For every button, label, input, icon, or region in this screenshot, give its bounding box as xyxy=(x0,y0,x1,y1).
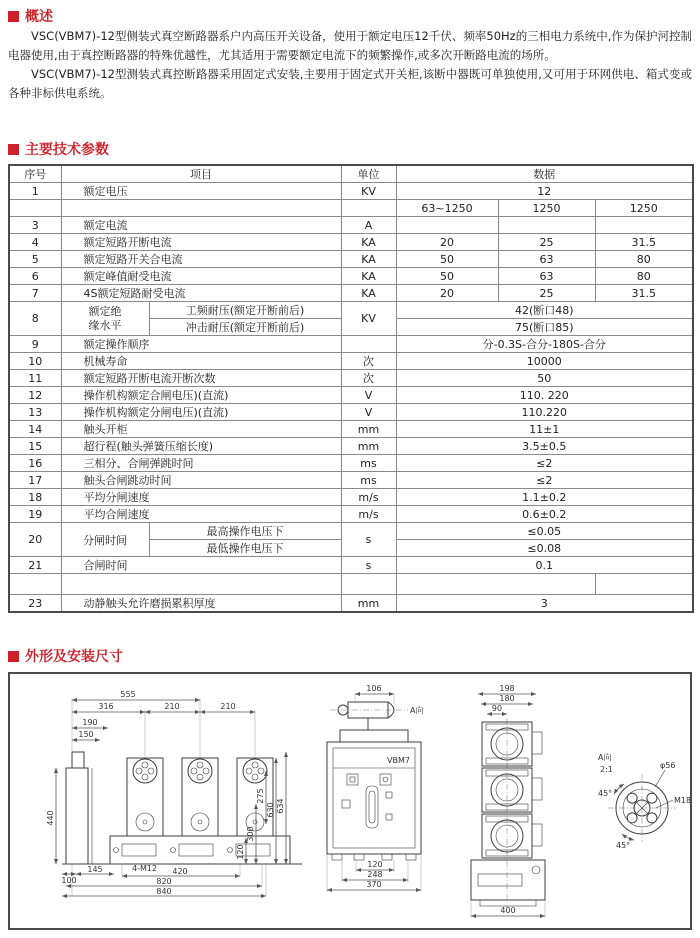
cell-item: 三相分、合闸弹跳时间 xyxy=(61,455,341,472)
table-row xyxy=(9,387,693,404)
cell-unit: V xyxy=(341,404,396,421)
cell-unit xyxy=(341,336,396,353)
cell-item: 触头合闸跳动时间 xyxy=(61,472,341,489)
angle-label: 45° xyxy=(616,841,631,850)
cell-data: 80 xyxy=(595,251,693,268)
dim-label: 210 xyxy=(220,702,236,711)
cell-data: 分-0.3S-合分-180S-合分 xyxy=(396,336,693,353)
table-row xyxy=(9,595,693,613)
col-header-no: 序号 xyxy=(9,165,61,183)
side-view-drawing xyxy=(327,684,423,892)
table-row xyxy=(9,472,693,489)
cell-data: 31.5 xyxy=(595,285,693,302)
model-label: VBM7 xyxy=(387,756,410,765)
cell-unit: KV xyxy=(341,183,396,200)
cell-data: ≤2 xyxy=(396,472,693,489)
dim-label: 316 xyxy=(98,702,114,711)
col-header-item: 项目 xyxy=(61,165,341,183)
cell-item: 触头开柜 xyxy=(61,421,341,438)
table-row xyxy=(9,404,693,421)
cell-data xyxy=(595,574,693,595)
dim-label: 180 xyxy=(499,694,515,703)
rear-view-drawing xyxy=(471,684,545,918)
cell-data: 1.1±0.2 xyxy=(396,489,693,506)
cell-item: 4S额定短路耐受电流 xyxy=(61,285,341,302)
dim-label: 630 xyxy=(266,802,275,818)
table-row xyxy=(9,557,693,574)
section-bullet-icon xyxy=(8,144,19,155)
cell-data: 50 xyxy=(396,251,498,268)
table-row xyxy=(9,353,693,370)
dim-label: 420 xyxy=(172,867,188,876)
overview-paragraph-2: VSC(VBM7)-12型测装式真控断路器采用固定式安装,主要用于固定式开关柜,该断中器既可单独使用,又可用于环网供电、箱式变或各种非标供电系统。 xyxy=(8,67,692,100)
cell-no: 17 xyxy=(9,472,61,489)
dim-label: 370 xyxy=(366,880,382,889)
cell-no: 16 xyxy=(9,455,61,472)
cell-no xyxy=(9,200,61,217)
cell-no: 6 xyxy=(9,268,61,285)
detail-view-drawing xyxy=(598,752,690,850)
cell-data: 50 xyxy=(396,370,693,387)
cell-data: 110.220 xyxy=(396,404,693,421)
cell-data: 10000 xyxy=(396,353,693,370)
section-bullet-icon xyxy=(8,651,19,662)
cell-data: 50 xyxy=(396,268,498,285)
cell-unit: ms xyxy=(341,455,396,472)
outline-title: 外形及安装尺寸 xyxy=(25,649,123,665)
cell-item: 合闸时间 xyxy=(61,557,341,574)
cell-unit: m/s xyxy=(341,506,396,523)
angle-label: 45° xyxy=(598,789,613,798)
cell-item xyxy=(61,302,149,336)
table-row xyxy=(9,438,693,455)
front-view-drawing xyxy=(46,690,302,896)
dim-label: 440 xyxy=(46,810,55,826)
cell-subitem: 最低操作电压下 xyxy=(149,540,341,557)
cell-unit: s xyxy=(341,557,396,574)
dim-label: 820 xyxy=(156,877,172,886)
cell-no: 13 xyxy=(9,404,61,421)
cell-data: 12 xyxy=(396,183,693,200)
cell-no: 18 xyxy=(9,489,61,506)
cell-no: 15 xyxy=(9,438,61,455)
cell-item: 机械寿命 xyxy=(61,353,341,370)
cell-unit: mm xyxy=(341,595,396,613)
table-row xyxy=(9,285,693,302)
cell-unit: m/s xyxy=(341,489,396,506)
cell-unit: 次 xyxy=(341,370,396,387)
overview-title: 概述 xyxy=(25,9,53,25)
cell-item: 额定峰值耐受电流 xyxy=(61,268,341,285)
cell-data: ≤2 xyxy=(396,455,693,472)
cell-unit: V xyxy=(341,387,396,404)
table-row xyxy=(9,183,693,200)
table-row xyxy=(9,251,693,268)
cell-item: 超行程(触头弹簧压缩长度) xyxy=(61,438,341,455)
hole-dia-label: φ56 xyxy=(660,761,676,770)
cell-unit: A xyxy=(341,217,396,234)
cell-item: 额定操作顺序 xyxy=(61,336,341,353)
cell-subitem: 冲击耐压(额定开断前后) xyxy=(149,319,341,336)
overview-paragraph-1: VSC(VBM7)-12型侧装式真空断路器系户内高压开关设备，使用于额定电压12千伏、频率50Hz的三相电力系统中,作为保护河控制电器使用,由于真控断路器的特殊优越性，尤其适用于需要额定电流下的频繁操作,或多次开断路电流的场所。 xyxy=(8,29,692,62)
table-row xyxy=(9,523,693,540)
table-row xyxy=(9,455,693,472)
overview-text xyxy=(8,27,692,103)
dimension-drawing-panel xyxy=(8,672,692,930)
thread-label: M18 xyxy=(674,796,690,805)
cell-data: 63~1250 xyxy=(396,200,498,217)
cell-unit: s xyxy=(341,523,396,557)
cell-no: 11 xyxy=(9,370,61,387)
table-row-blank xyxy=(9,574,693,595)
cell-item: 动静触头允许磨损累积厚度 xyxy=(61,595,341,613)
cell-data: 1250 xyxy=(595,200,693,217)
cell-item: 额定短路开断电流开断次数 xyxy=(61,370,341,387)
cell-data xyxy=(396,217,498,234)
cell-no: 21 xyxy=(9,557,61,574)
cell-no: 8 xyxy=(9,302,61,336)
table-row xyxy=(9,489,693,506)
cell-data: 20 xyxy=(396,234,498,251)
table-row xyxy=(9,302,693,319)
dim-label: 248 xyxy=(367,870,383,879)
cell-no: 23 xyxy=(9,595,61,613)
params-heading xyxy=(8,139,109,159)
cell-data: 63 xyxy=(498,268,595,285)
dim-label: 634 xyxy=(276,798,285,814)
cell-data: 3.5±0.5 xyxy=(396,438,693,455)
cell-data: 20 xyxy=(396,285,498,302)
dim-label: 840 xyxy=(156,887,172,896)
cell-no: 12 xyxy=(9,387,61,404)
cell-item: 额定电流 xyxy=(61,217,341,234)
cell-unit: KV xyxy=(341,302,396,336)
cell-no: 3 xyxy=(9,217,61,234)
table-row xyxy=(9,370,693,387)
dim-label: 120 xyxy=(236,844,245,860)
cell-item xyxy=(61,574,341,595)
col-header-unit: 单位 xyxy=(341,165,396,183)
cell-data: ≤0.08 xyxy=(396,540,693,557)
dim-label: 120 xyxy=(367,860,383,869)
dim-label: 210 xyxy=(164,702,180,711)
parameters-table xyxy=(8,164,694,613)
dim-label: 275 xyxy=(256,788,265,804)
params-title: 主要技术参数 xyxy=(25,142,109,158)
cell-data: 25 xyxy=(498,285,595,302)
cell-subitem: 工频耐压(额定开断前后) xyxy=(149,302,341,319)
table-row xyxy=(9,234,693,251)
cell-unit xyxy=(341,200,396,217)
table-row xyxy=(9,268,693,285)
cell-no: 14 xyxy=(9,421,61,438)
cell-no xyxy=(9,574,61,595)
bolt-spec-label: 4-M12 xyxy=(132,864,158,873)
cell-data xyxy=(396,574,595,595)
cell-data: 80 xyxy=(595,268,693,285)
cell-no: 9 xyxy=(9,336,61,353)
dim-label: 555 xyxy=(120,690,136,699)
cell-item: 操作机构额定合闸电压)(直流) xyxy=(61,387,341,404)
cell-unit: mm xyxy=(341,438,396,455)
dim-label: 106 xyxy=(366,684,382,693)
cell-data: 42(断口48) xyxy=(396,302,693,319)
cell-data: 11±1 xyxy=(396,421,693,438)
cell-item: 操作机构额定分闸电压)(直流) xyxy=(61,404,341,421)
cell-data xyxy=(498,217,595,234)
dim-label: 100 xyxy=(61,876,77,885)
cell-data: 110. 220 xyxy=(396,387,693,404)
cell-no: 19 xyxy=(9,506,61,523)
overview-heading xyxy=(8,6,53,26)
cell-item: 平均合闸速度 xyxy=(61,506,341,523)
dim-label: 400 xyxy=(500,906,516,915)
cell-no: 1 xyxy=(9,183,61,200)
cell-no: 4 xyxy=(9,234,61,251)
view-direction-label: A向 xyxy=(410,706,424,715)
table-row xyxy=(9,421,693,438)
detail-scale-label: 2:1 xyxy=(600,765,613,774)
cell-item: 额定短路开关合电流 xyxy=(61,251,341,268)
cell-data: 63 xyxy=(498,251,595,268)
cell-unit: 次 xyxy=(341,353,396,370)
cell-unit: KA xyxy=(341,234,396,251)
dim-label: 198 xyxy=(499,684,515,693)
section-bullet-icon xyxy=(8,11,19,22)
dim-label: 150 xyxy=(78,730,94,739)
cell-data: ≤0.05 xyxy=(396,523,693,540)
cell-data: 1250 xyxy=(498,200,595,217)
col-header-data: 数据 xyxy=(396,165,693,183)
cell-no: 5 xyxy=(9,251,61,268)
cell-unit: KA xyxy=(341,285,396,302)
dim-label: 90 xyxy=(491,704,503,713)
table-header-row xyxy=(9,165,693,183)
table-row xyxy=(9,336,693,353)
technical-drawing xyxy=(10,674,690,928)
dim-label: 190 xyxy=(82,718,98,727)
cell-no: 10 xyxy=(9,353,61,370)
cell-item: 分闸时间 xyxy=(61,523,149,557)
table-row xyxy=(9,506,693,523)
cell-data: 75(断口85) xyxy=(396,319,693,336)
table-row xyxy=(9,217,693,234)
cell-data: 3 xyxy=(396,595,693,613)
cell-unit: ms xyxy=(341,472,396,489)
cell-unit: mm xyxy=(341,421,396,438)
cell-data: 0.1 xyxy=(396,557,693,574)
cell-unit xyxy=(341,574,396,595)
outline-heading xyxy=(8,646,123,666)
cell-data: 0.6±0.2 xyxy=(396,506,693,523)
cell-item: 额定短路开断电流 xyxy=(61,234,341,251)
cell-unit: KA xyxy=(341,268,396,285)
dim-label: 300 xyxy=(246,826,255,842)
cell-unit: KA xyxy=(341,251,396,268)
cell-no: 20 xyxy=(9,523,61,557)
detail-view-label: A向 xyxy=(598,753,612,762)
cell-data: 25 xyxy=(498,234,595,251)
cell-item-text: 额定绝缘水平 xyxy=(88,304,122,332)
cell-data xyxy=(595,217,693,234)
dim-label: 145 xyxy=(87,865,103,874)
cell-subitem: 最高操作电压下 xyxy=(149,523,341,540)
table-row xyxy=(9,200,693,217)
cell-data: 31.5 xyxy=(595,234,693,251)
cell-item xyxy=(61,200,341,217)
cell-item: 平均分闸速度 xyxy=(61,489,341,506)
cell-item: 额定电压 xyxy=(61,183,341,200)
cell-no: 7 xyxy=(9,285,61,302)
